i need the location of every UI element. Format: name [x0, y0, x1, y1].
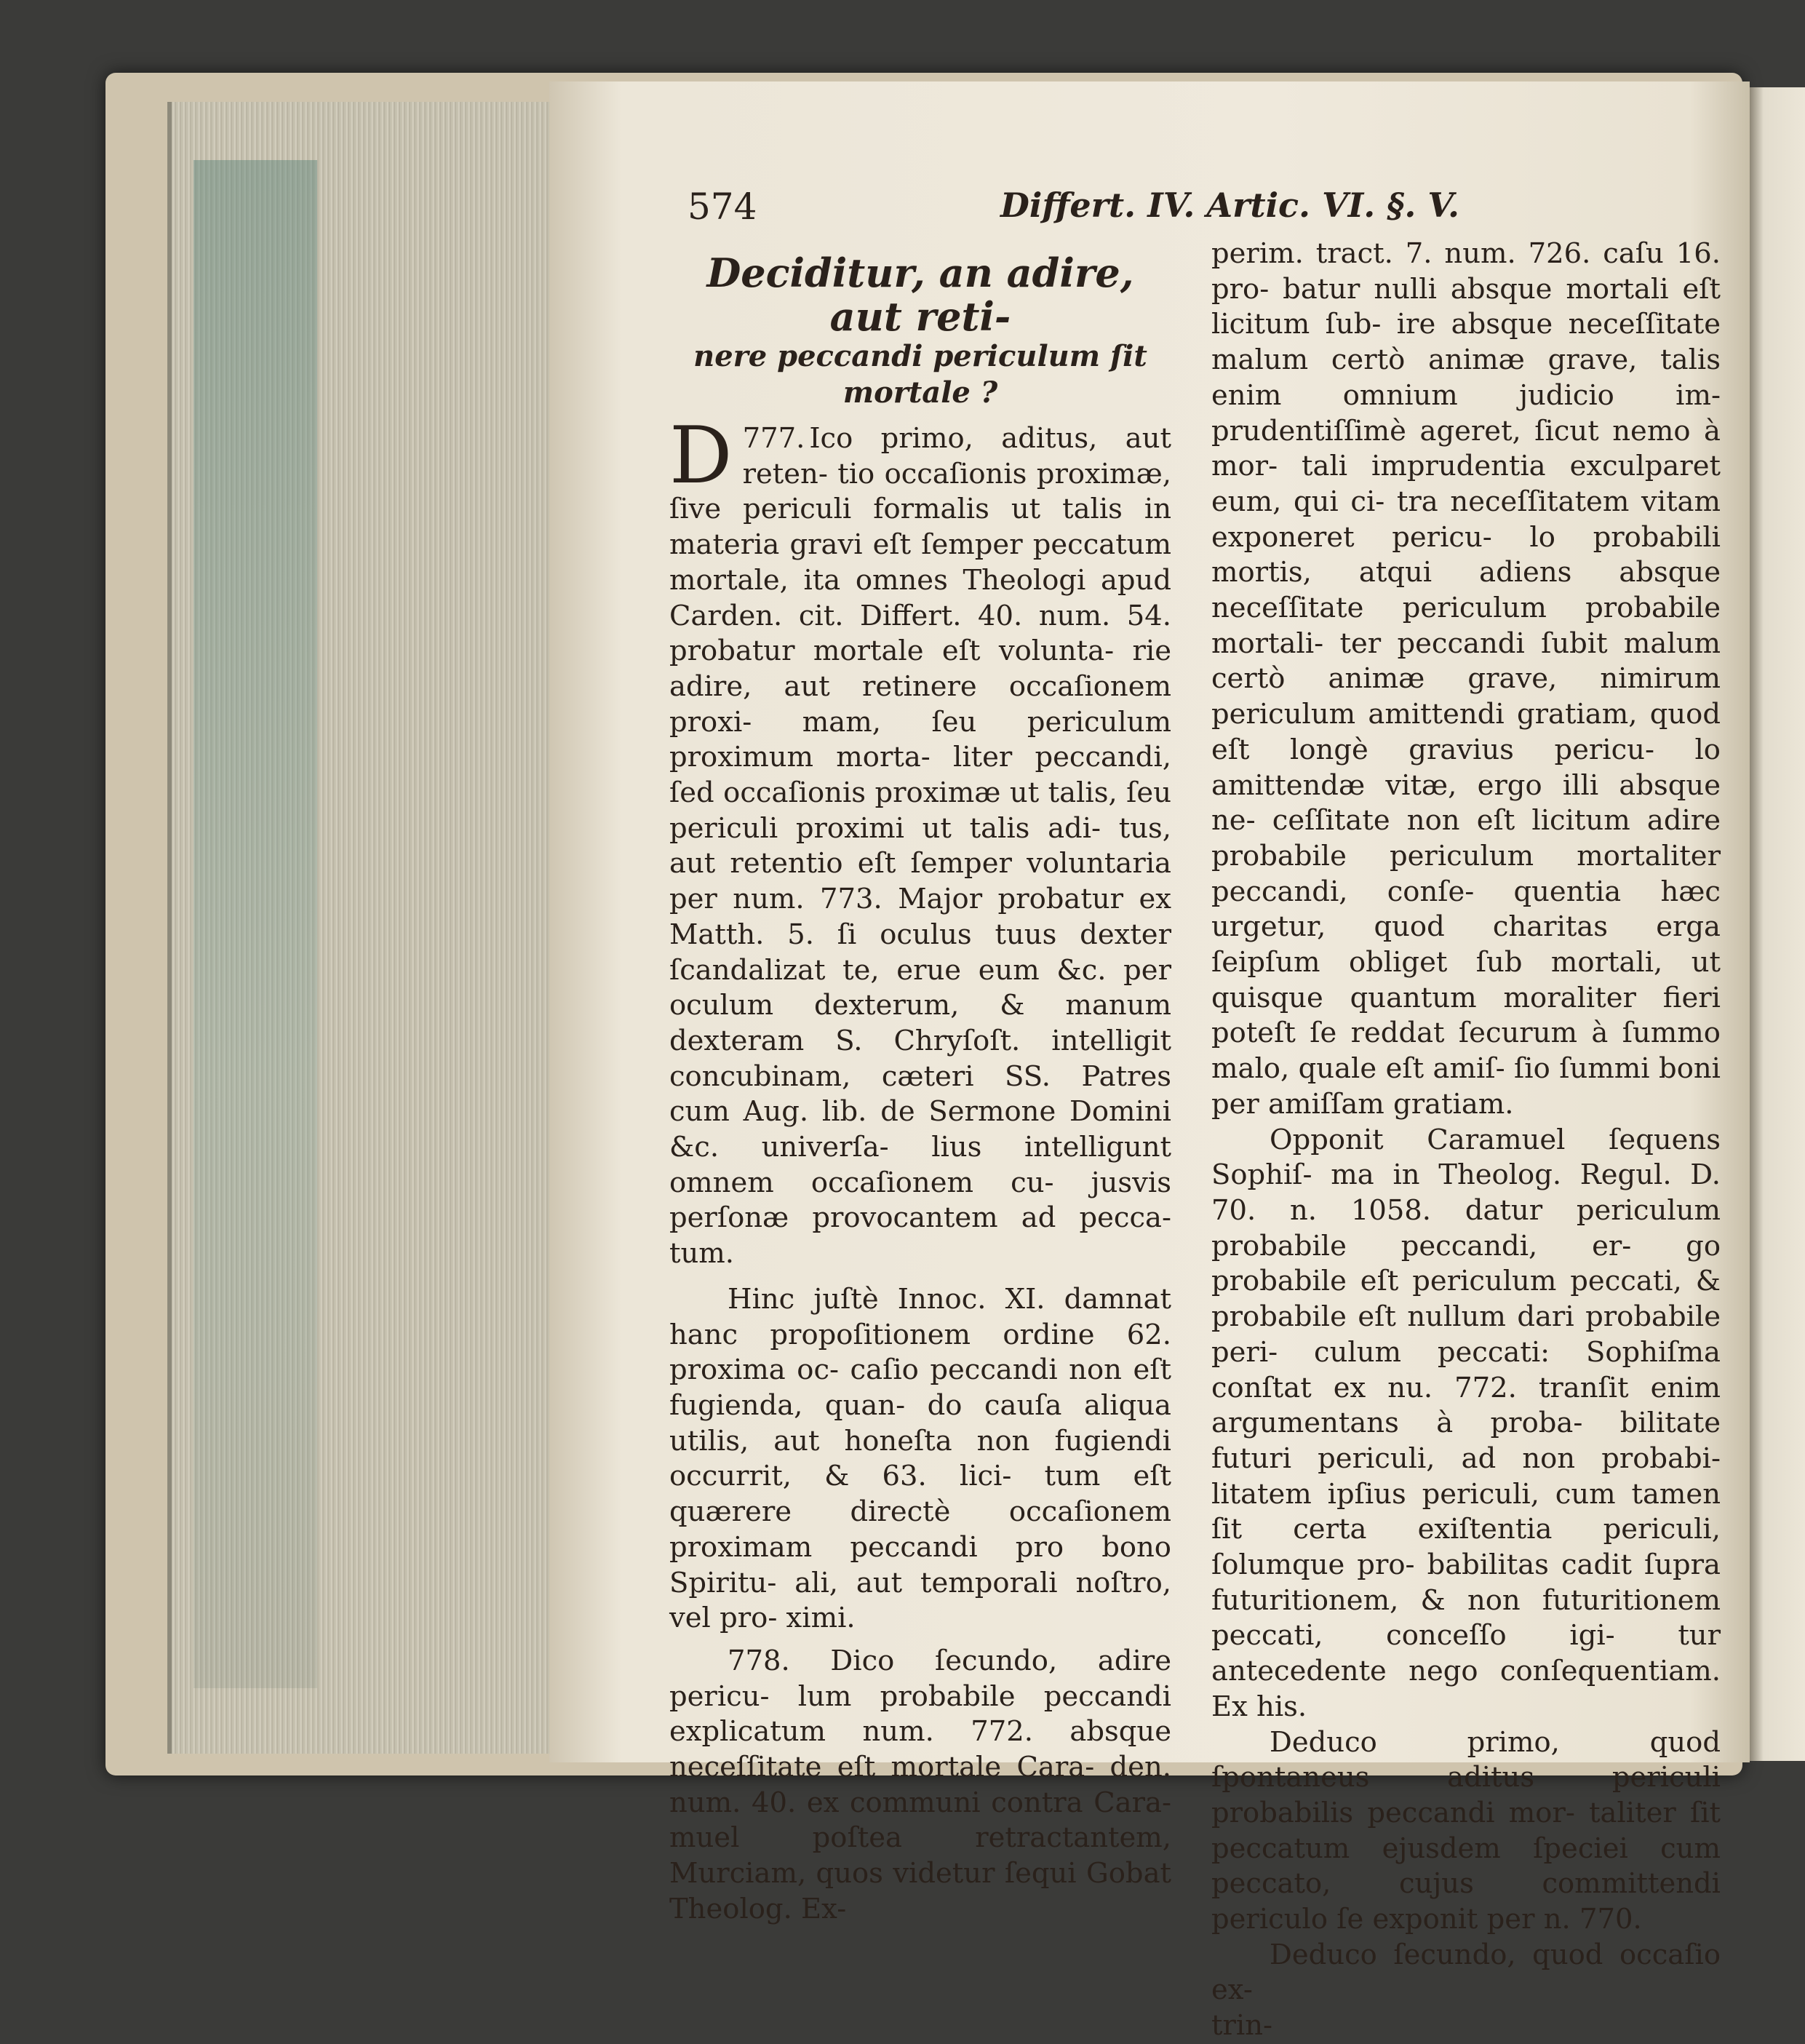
page-number: 574: [688, 186, 757, 228]
drop-cap: D: [669, 410, 733, 501]
paragraph-continuation: perim. tract. 7. num. 726. caſu 16. pro- batur nulli absque mortali eſt licitum ſub- ire absque neceſſitate malum certò animæ grave, talis enim omnium judicio im- prudentiſſimè ageret, ſicut nemo à mor- tali imprudentia exculparet eum, qui ci- tra neceſſitatem vitam exponeret pericu- lo probabili mortis, atqui adiens absque neceſſitate periculum probabile mortali- ter peccandi ſubit malum certò animæ grave, nimirum periculum amittendi gratiam, quod eſt longè gravius pericu- lo amittendæ vitæ, ergo illi absque ne- ceſſitate non eſt licitum adire probabile periculum mortaliter peccandi, conſe- quentia hæc urgetur, quod charitas erga ſeipſum obliget ſub mortali, ut quisque quantum moraliter fieri poteſt ſe reddat ſecurum à ſummo malo, quale eſt amiſ- ſio ſummi boni per amiſſam gratiam.: [1211, 237, 1721, 1121]
paragraph-number: 777.: [742, 422, 805, 455]
heading-line-2: nere peccandi periculum ſit: [693, 339, 1147, 373]
running-head: Differt. IV. Artic. VI. §. V.: [1000, 186, 1460, 225]
left-column: [669, 236, 1171, 1928]
page-edges: [167, 102, 557, 1754]
right-column: [1211, 236, 1721, 2044]
section-heading: [669, 251, 1171, 411]
paragraph-778: 778. Dico ſecundo, adire pericu- lum probabile peccandi explicatum num. 772. absque neceſſitate eſt mortale Cara- den. num. 40. ex communi contra Cara- muel poſtea retractantem, Murciam, quos videtur ſequi Gobat Theolog. Ex-: [669, 1644, 1171, 1925]
paragraph-hinc: Hinc juſtè Innoc. XI. damnat hanc propoſitionem ordine 62. proxima oc- caſio peccandi non eſt fugienda, quan- do cauſa aliqua utilis, aut honeſta non fugiendi occurrit, & 63. lici- tum eſt quærere directè occaſionem proximam peccandi pro bono Spiritu- ali, aut temporali noſtro, vel pro- ximi.: [669, 1282, 1171, 1635]
paragraph-opponit: Opponit Caramuel ſequens Sophiſ- ma in Theolog. Regul. D. 70. n. 1058. datur periculum probabile peccandi, er- go probabile eſt periculum peccati, & probabile eſt nullum dari probabile peri- culum peccati: Sophiſma conſtat ex nu. 772. tranſit enim argumentans à proba- bilitate futuri periculi, ad non probabi- litatem ipſius periculi, cum tamen ſit certa exiſtentia periculi, ſolumque pro- babilitas cadit ſupra futuritionem, & non futuritionem peccati, conceſſo igi- tur antecedente nego conſequentiam. Ex his.: [1211, 1123, 1721, 1723]
paragraph-777: [669, 410, 1171, 1272]
facing-page-edge: [1750, 87, 1805, 1761]
paragraph-text: Ico primo, aditus, aut reten- tio occaſionis proximæ, ſive periculi formalis ut talis in materia gravi eſt ſemper peccatum mortale, ita omnes Theologi apud Carden. cit. Differt. 40. num. 54. probatur mortale eſt volunta- rie adire, aut retinere occaſionem proxi- mam, ſeu periculum proximum morta- liter peccandi, ſed occaſionis proximæ ut talis, ſeu periculi proximi ut talis adi- tus, aut retentio eſt ſemper voluntaria per num. 773. Major probatur ex Matth. 5. ſi oculus tuus dexter ſcandalizat te, erue eum &c. per oculum dexterum, & manum dexteram S. Chryſoſt. intelligit concubinam, cæteri SS. Patres cum Aug. lib. de Sermone Domini &c. univerſa- lius intelligunt omnem occaſionem cu- jusvis perſonæ provocantem ad pecca- tum.: [669, 422, 1171, 1270]
heading-line-1: Deciditur, an adire, aut reti-: [706, 250, 1134, 340]
heading-line-3: mortale ?: [842, 375, 998, 410]
catchword: trin-: [1211, 2009, 1272, 2043]
paragraph-deduco-secundo: Deduco ſecundo, quod occaſio ex-: [1211, 1938, 1721, 2007]
paragraph-deduco-primo: Deduco primo, quod ſpontaneus aditus periculi probabilis peccandi mor- taliter ſit peccatum ejusdem ſpeciei cum peccato, cujus committendi periculo ſe exponit per n. 770.: [1211, 1725, 1721, 1936]
